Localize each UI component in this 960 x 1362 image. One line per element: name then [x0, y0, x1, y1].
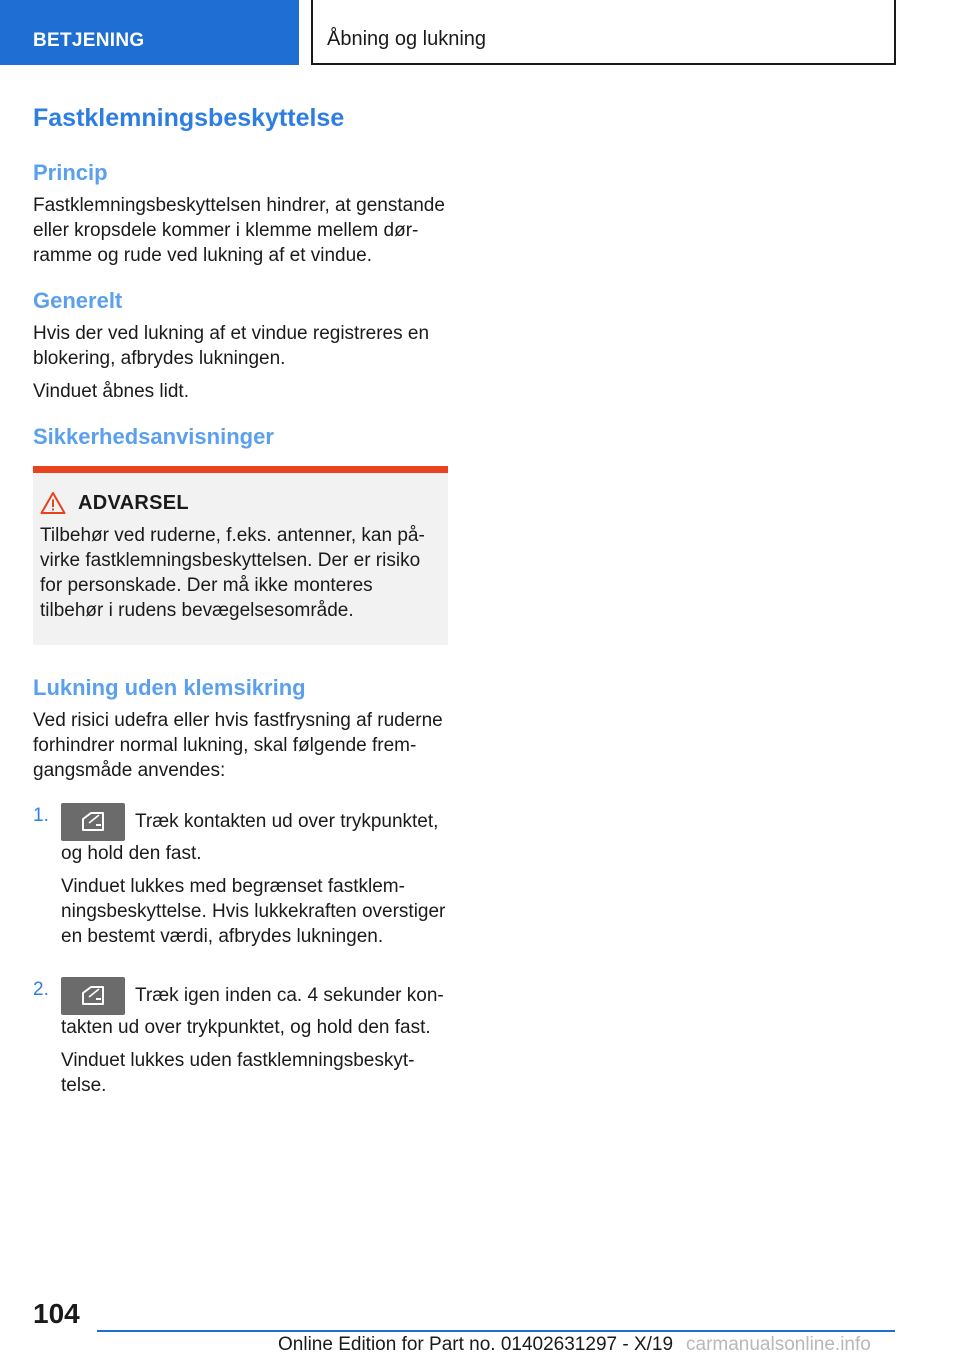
- header-chapter-tab: [311, 0, 896, 65]
- header-section-tab: [0, 0, 299, 65]
- step-item: [33, 803, 448, 957]
- watermark: carmanualsonline.info: [686, 1334, 871, 1355]
- step-action-text: Træk igen inden ca. 4 sekunder kon-takten ud over trykpunktet, og hold den fast.: [61, 985, 444, 1038]
- warning-header: [40, 491, 440, 515]
- step-number: 1.: [33, 805, 49, 826]
- step-result: Vinduet lukkes uden fastklemningsbeskyt-telse.: [61, 1050, 415, 1096]
- heading-general: Generelt: [33, 288, 123, 313]
- section-principle: [33, 158, 448, 268]
- general-text-2: Vinduet åbnes lidt.: [33, 381, 189, 402]
- warning-box: [33, 466, 448, 645]
- page-title: Fastklemningsbeskyttelse: [33, 104, 345, 132]
- step-body: [61, 977, 448, 1106]
- step-action: [61, 977, 448, 1040]
- page-content: [33, 100, 448, 1126]
- footer-edition: Online Edition for Part no. 01402631297 - X/19: [278, 1334, 674, 1355]
- footer-divider: [97, 1330, 895, 1332]
- window-switch-icon: [61, 803, 125, 841]
- heading-safety: Sikkerhedsanvisninger: [33, 424, 274, 449]
- principle-text: Fastklemningsbeskyttelsen hindrer, at genstande eller kropsdele kommer i klemme mellem dør-ramme og rude ved lukning af et vindue.: [33, 195, 445, 266]
- step-item: [33, 977, 448, 1106]
- section-general: [33, 286, 448, 404]
- warning-triangle-icon: [40, 491, 66, 515]
- warning-title: ADVARSEL: [78, 491, 189, 514]
- general-text-1: Hvis der ved lukning af et vindue registreres en blokering, afbrydes lukningen.: [33, 323, 430, 369]
- step-action-text: Træk kontakten ud over trykpunktet, og hold den fast.: [61, 811, 439, 864]
- header-section-label: BETJENING: [33, 30, 145, 51]
- steps-list: [33, 803, 448, 1106]
- closing-intro: Ved risici udefra eller hvis fastfrysning af ruderne forhindrer normal lukning, skal følgende frem-gangsmåde anvendes:: [33, 710, 443, 781]
- page-number: 104: [33, 1298, 80, 1329]
- step-number: 2.: [33, 979, 49, 1000]
- section-safety: [33, 422, 448, 645]
- step-action: [61, 803, 448, 866]
- heading-closing: Lukning uden klemsikring: [33, 675, 306, 700]
- step-result: Vinduet lukkes med begrænset fastklem-ningsbeskyttelse. Hvis lukkekraften overstiger en bestemt værdi, afbrydes lukningen.: [61, 876, 446, 947]
- window-switch-icon: [61, 977, 125, 1015]
- warning-text: Tilbehør ved ruderne, f.eks. antenner, kan på-virke fastklemningsbeskyttelsen. Der er risiko for personskade. Der må ikke monteres tilbehør i rudens bevægelsesområde.: [40, 525, 425, 621]
- heading-principle: Princip: [33, 160, 108, 185]
- header-chapter-label: Åbning og lukning: [327, 28, 487, 50]
- section-closing: [33, 673, 448, 1106]
- step-body: [61, 803, 448, 957]
